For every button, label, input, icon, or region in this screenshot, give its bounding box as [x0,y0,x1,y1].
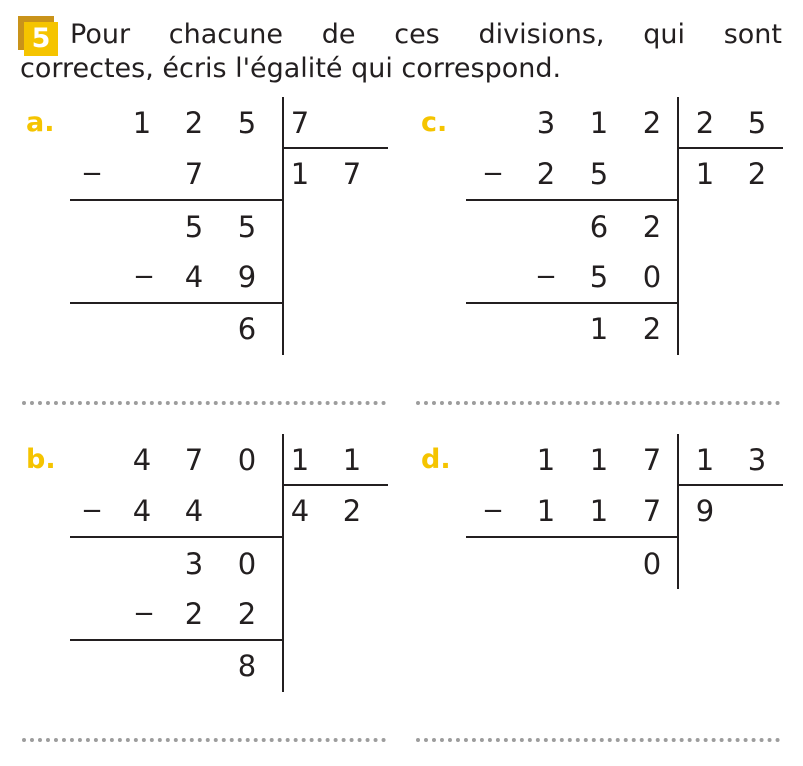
partial-remainder-digit: 5 [184,210,204,244]
subtrahend-digit: 4 [132,494,152,528]
quotient-digit: 4 [290,494,310,528]
remainder-digit: 8 [237,649,257,683]
subtraction-line [70,199,283,201]
instruction-line-2: correctes, écris l'égalité qui correspond. [20,53,562,84]
division-label-a: a. [26,107,55,138]
quotient-digit: 1 [695,157,715,191]
partial-remainder-digit: 2 [642,210,662,244]
division-label-d: d. [421,444,451,475]
subtraction-line [70,639,283,641]
quotient-digit: 1 [290,157,310,191]
exercise-number: 5 [24,22,58,56]
division-bar-vertical [282,97,284,355]
dividend-digit: 1 [536,443,556,477]
remainder-digit: 1 [589,312,609,346]
division-label-b: b. [26,444,56,475]
minus-sign: − [81,496,103,526]
partial-remainder-digit: 0 [237,547,257,581]
dividend-digit: 4 [132,443,152,477]
subtrahend-digit: 2 [184,597,204,631]
dividend-digit: 3 [536,106,556,140]
minus-sign: − [482,159,504,189]
remainder-digit: 6 [237,312,257,346]
remainder-digit: 2 [642,312,662,346]
divisor-digit: 1 [342,443,362,477]
subtrahend-digit: 1 [589,494,609,528]
divisor-digit: 2 [695,106,715,140]
minus-sign: − [133,599,155,629]
divisor-underline [284,484,388,486]
divisor-digit: 7 [290,106,310,140]
divisor-digit: 3 [747,443,767,477]
division-bar-vertical [677,434,679,589]
subtraction-line [466,199,678,201]
quotient-digit: 2 [747,157,767,191]
minus-sign: − [133,262,155,292]
quotient-digit: 7 [342,157,362,191]
dividend-digit: 2 [642,106,662,140]
subtrahend-digit: 5 [589,260,609,294]
division-bar-vertical [282,434,284,692]
remainder-digit: 0 [642,547,662,581]
answer-line-d [416,738,780,742]
answer-line-a [22,401,386,405]
subtrahend-digit: 7 [642,494,662,528]
divisor-underline [679,484,783,486]
subtrahend-digit: 1 [536,494,556,528]
dividend-digit: 7 [184,443,204,477]
answer-line-b [22,738,386,742]
partial-remainder-digit: 6 [589,210,609,244]
instruction-line-1: Pour chacune de ces divisions, qui sont [70,19,782,50]
divisor-digit: 1 [695,443,715,477]
subtrahend-digit: 0 [642,260,662,294]
divisor-digit: 5 [747,106,767,140]
subtraction-line [70,536,283,538]
dividend-digit: 1 [589,443,609,477]
partial-remainder-digit: 3 [184,547,204,581]
minus-sign: − [535,262,557,292]
exercise-instruction [20,18,782,86]
minus-sign: − [482,496,504,526]
subtrahend-digit: 4 [184,260,204,294]
dividend-digit: 2 [184,106,204,140]
dividend-digit: 0 [237,443,257,477]
dividend-digit: 7 [642,443,662,477]
subtraction-line [466,302,678,304]
quotient-digit: 2 [342,494,362,528]
subtraction-line [466,536,678,538]
divisor-underline [679,147,783,149]
subtrahend-digit: 2 [536,157,556,191]
subtrahend-digit: 2 [237,597,257,631]
divisor-digit: 1 [290,443,310,477]
subtrahend-digit: 4 [184,494,204,528]
answer-line-c [416,401,780,405]
subtrahend-digit: 7 [184,157,204,191]
dividend-digit: 5 [237,106,257,140]
partial-remainder-digit: 5 [237,210,257,244]
subtrahend-digit: 5 [589,157,609,191]
subtraction-line [70,302,283,304]
dividend-digit: 1 [132,106,152,140]
subtrahend-digit: 9 [237,260,257,294]
divisor-underline [284,147,388,149]
division-label-c: c. [421,107,448,138]
minus-sign: − [81,159,103,189]
dividend-digit: 1 [589,106,609,140]
division-bar-vertical [677,97,679,355]
quotient-digit: 9 [695,494,715,528]
